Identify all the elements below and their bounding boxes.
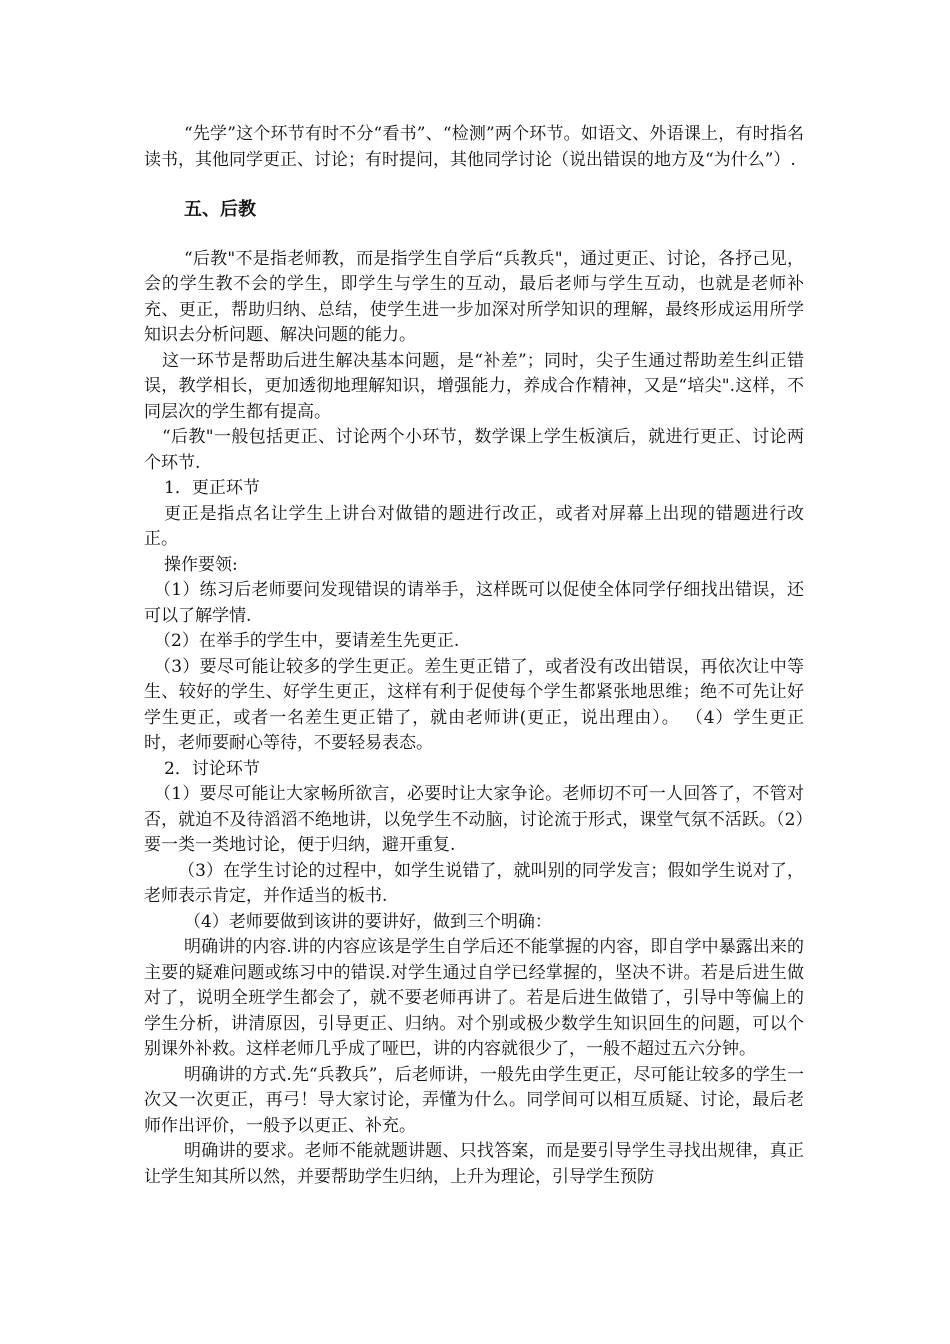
paragraph-clear-content: 明确讲的内容.讲的内容应该是学生自学后还不能掌握的内容，即自学中暴露出来的主要的疑难问题或练习中的错误.对学生通过自学已经掌握的，坚决不讲。若是后进生做对了，说明全班学生都会了，就不要老师再讲了。若是后进生做错了，引导中等偏上的学生分析，讲清原因，引导更正、归纳。对个别或极少数学生知识回生的问题，可以个别课外补救。这样老师几乎成了哑巴，讲的内容就很少了，一般不超过五六分钟。	[144, 937, 804, 1059]
list-item-correction-2: （2）在举手的学生中，要请差生先更正.	[154, 631, 460, 651]
paragraph-houjiao-definition: “后教"不是指老师教，而是指学生自学后“兵教兵"，通过更正、讨论，各抒己见，会的学生教不会的学生，即学生与学生的互动，最后老师与学生互动，也就是老师补充、更正，帮助归纳、总结，使学生进一步加深对所学知识的理解，最终形成运用所学知识去分析问题、解决问题的能力。	[144, 248, 804, 345]
document-body	[144, 122, 804, 1190]
paragraph-bucha: 这一环节是帮助后进生解决基本问题，是“补差”；同时，尖子生通过帮助差生纠正错误，教学相长，更加透彻地理解知识，增强能力，养成合作精神，又是“培尖".这样，不同层次的学生都有提高。	[144, 350, 804, 422]
paragraph-clear-method: 明确讲的方式.先“兵教兵”，后老师讲，一般先由学生更正，尽可能让较多的学生一次又一次更正，再弓！导大家讨论，弄懂为什么。同学间可以相互质疑、讨论，最后老师作出评价，一般予以更正、补充。	[144, 1064, 804, 1136]
list-item-discussion-1: （1）要尽可能让大家畅所欲言，必要时让大家争论。老师切不可一人回答了，不管对否，就迫不及待滔滔不绝地讲，以免学生不动脑，讨论流于形式，课堂气氛不活跃。（2）要一类一类地讨论，便于归纳，避开重复.	[144, 784, 804, 855]
list-item-discussion-4: （4）老师要做到该讲的要讲好，做到三个明确：	[184, 911, 552, 932]
paragraph-operation-points: 操作要领:	[164, 554, 238, 575]
section-title: 五、后教	[184, 199, 256, 220]
subheading-discussion: 2．讨论环节	[164, 758, 260, 779]
list-item-discussion-3: （3）在学生讨论的过程中，如学生说错了，就叫别的同学发言；假如学生说对了，老师表示肯定，并作适当的板书.	[144, 860, 804, 906]
paragraph-xianxue: “先学”这个环节有时不分“看书”、“检测”两个环节。如语文、外语课上，有时指名读书，其他同学更正、讨论；有时提问，其他同学讨论（说出错误的地方及“为什么”）.	[144, 124, 804, 170]
list-item-correction-3: （3）要尽可能让较多的学生更正。差生更正错了，或者没有改出错误，再依次让中等生、较好的学生、好学生更正，这样有利于促使每个学生都紧张地思维；绝不可先让好学生更正，或者一名差生更正错了，就由老师讲(更正，说出理由）。 （4）学生更正时，老师要耐心等待，不要轻易表态。	[144, 656, 804, 753]
paragraph-two-steps: “后教"一般包括更正、讨论两个小环节，数学课上学生板演后，就进行更正、讨论两个环节.	[144, 427, 804, 473]
subheading-correction: 1．更正环节	[164, 478, 260, 498]
paragraph-clear-requirement: 明确讲的要求。老师不能就题讲题、只找答案，而是要引导学生寻找出规律，真正让学生知其所以然，并要帮助学生归纳，上升为理论，引导学生预防	[144, 1141, 804, 1187]
paragraph-correction-definition: 更正是指点名让学生上讲台对做错的题进行改正，或者对屏幕上出现的错题进行改正。	[144, 503, 804, 549]
list-item-correction-1: （1）练习后老师要问发现错误的请举手，这样既可以促使全体同学仔细找出错误，还可以了解学情.	[144, 580, 804, 626]
